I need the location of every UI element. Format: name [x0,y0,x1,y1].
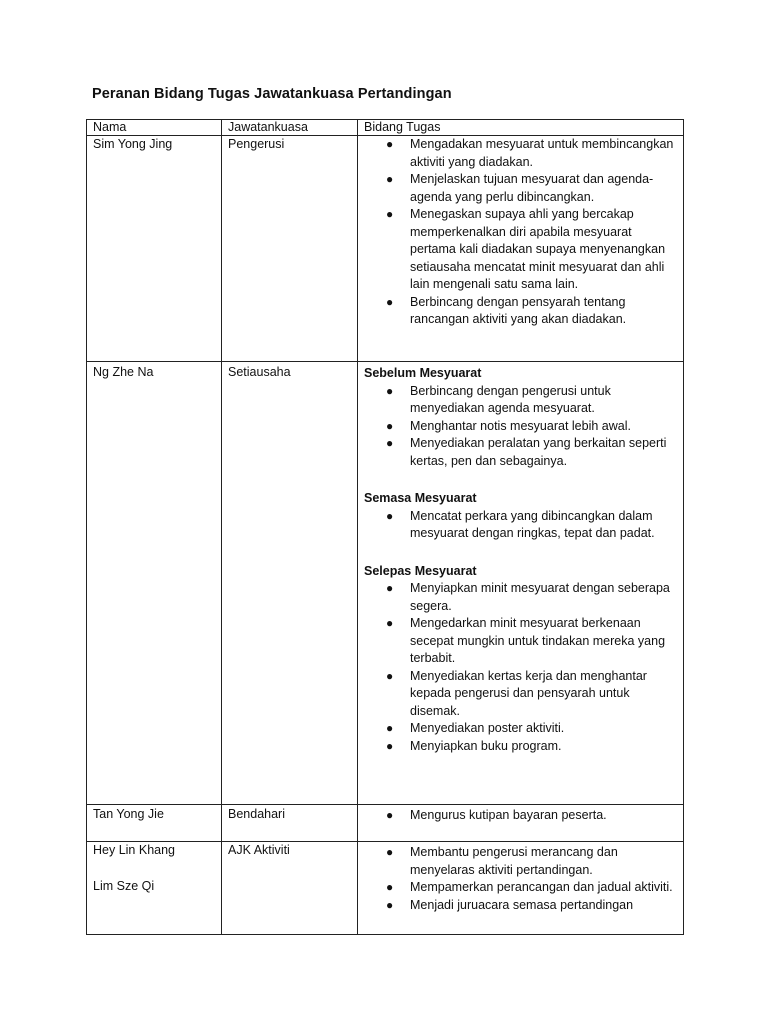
member-name [87,805,222,842]
member-name-text: Hey Lin Khang [93,843,176,857]
section-heading: Semasa Mesyuarat [364,491,477,505]
header-jawatankuasa: Jawatankuasa [222,120,358,136]
duties-list [364,844,677,914]
member-name-text: Ng Zhe Na [93,365,154,379]
duties-cell [358,136,684,362]
duties-list [364,807,677,825]
bullet-icon: ● [386,137,394,151]
member-name-text: Tan Yong Jie [93,807,164,821]
list-item: ● Menyiapkan buku program. [364,738,677,756]
bullet-icon: ● [386,668,394,683]
table-row [87,362,684,805]
committee-role [222,362,358,805]
bullet-icon: ● [386,897,394,912]
member-name [87,362,222,805]
committee-table [86,119,684,935]
list-item: ● Mempamerkan perancangan dan jadual aktiviti. [364,879,677,897]
list-item: ● Menyediakan kertas kerja dan menghantar kepada pengerusi dan pensyarah untuk disemak. [386,668,647,718]
duties-cell [358,805,684,842]
bullet-icon: ● [386,581,394,595]
member-name-text: Sim Yong Jing [93,137,173,151]
duties-list [364,580,677,755]
committee-role-text: Setiausaha [228,365,291,379]
list-item: ● Mencatat perkara yang dibincangkan dalam mesyuarat dengan ringkas, tepat dan padat. [386,508,655,540]
list-item: ● Membantu pengerusi merancang dan menyelaras aktiviti pertandingan. [386,845,618,877]
bullet-icon: ● [386,383,394,398]
bullet-icon: ● [386,721,394,735]
bullet-icon: ● [386,845,394,859]
header-bidang-tugas: Bidang Tugas [358,120,684,136]
list-item: ● Mengedarkan minit mesyuarat berkenaan secepat mungkin untuk tindakan mereka yang terbabit. [386,616,666,665]
bullet-icon: ● [386,172,394,186]
committee-role [222,805,358,842]
list-item: ● Menegaskan supaya ahli yang bercakap memperkenalkan diri apabila mesyuarat pertama kali diadakan supaya menyenangkan setiausaha mencatat minit mesyuarat dan ahli lain mengenali satu sama lain. [386,207,666,291]
duties-list [364,136,677,329]
committee-role: Pengerusi [222,136,358,362]
table-row [87,136,684,362]
committee-role: AJK Aktiviti [222,842,358,935]
bullet-icon: ● [386,508,394,523]
member-name-text: Lim Sze Qi [93,878,155,893]
header-nama: Nama [87,120,222,136]
bullet-icon: ● [386,738,394,753]
committee-role-text: Bendahari [228,807,285,821]
member-name [87,136,222,362]
duties-cell [358,842,684,935]
list-item: ● Menyediakan peralatan yang berkaitan seperti kertas, pen dan sebagainya. [386,436,667,468]
duties-list [364,383,677,471]
bullet-icon: ● [386,880,394,894]
list-item: ● Berbincang dengan pensyarah tentang rancangan aktiviti yang akan diadakan. [386,294,627,326]
duties-list [364,508,677,543]
bullet-icon: ● [386,207,394,221]
list-item: ● Mengadakan mesyuarat untuk membincangkan aktiviti yang diadakan. [386,137,674,169]
document-title: Peranan Bidang Tugas Jawatankuasa Pertandingan [92,86,452,102]
section-heading: Sebelum Mesyuarat [364,366,482,380]
list-item: ● Menjelaskan tujuan mesyuarat dan agenda-agenda yang perlu dibincangkan. [386,172,654,204]
table-header-row [87,120,684,136]
table-row [87,805,684,842]
section-heading: Selepas Mesyuarat [364,563,477,578]
table-row [87,842,684,935]
list-item: ● Menyiapkan minit mesyuarat dengan seberapa segera. [386,581,670,613]
bullet-icon: ● [386,436,394,450]
bullet-icon: ● [386,418,394,433]
list-item: ● Menjadi juruacara semasa pertandingan [364,897,677,915]
list-item: ● Menyediakan poster aktiviti. [364,720,677,738]
list-item: ● Berbincang dengan pengerusi untuk menyediakan agenda mesyuarat. [386,383,611,415]
member-name [87,842,222,935]
bullet-icon: ● [386,616,394,630]
bullet-icon: ● [386,294,394,309]
duties-cell [358,362,684,805]
list-item: ● Menghantar notis mesyuarat lebih awal. [364,418,677,436]
list-item: ● Mengurus kutipan bayaran peserta. [364,807,677,825]
bullet-icon: ● [386,808,394,822]
